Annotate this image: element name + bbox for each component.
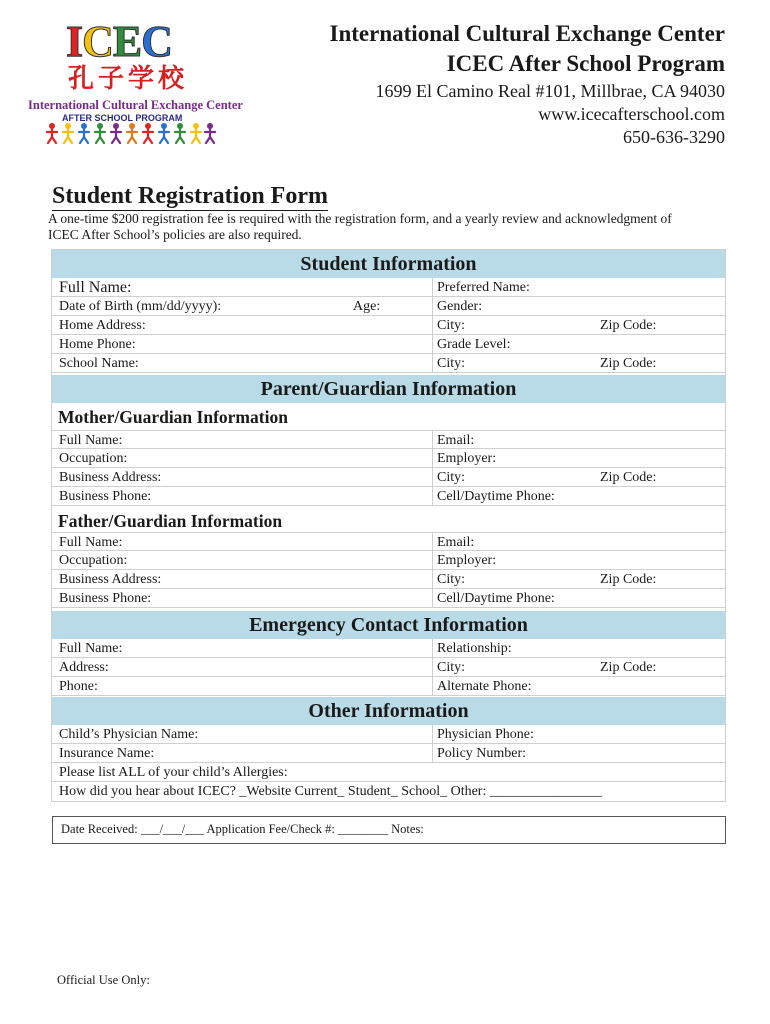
row-mother-phone	[52, 487, 725, 506]
row-referral	[52, 782, 725, 801]
field-home-address[interactable]: Home Address:	[59, 318, 146, 333]
logo-letter-e: E	[112, 17, 142, 66]
row-physician	[52, 725, 725, 744]
field-date-of-birth[interactable]: Date of Birth (mm/dd/yyyy):	[59, 299, 222, 314]
field-school-zip[interactable]: Zip Code:	[600, 356, 657, 371]
field-mother-business-address[interactable]: Business Address:	[59, 470, 162, 485]
field-mother-email[interactable]: Email:	[437, 433, 475, 448]
section-student-information: Student Information	[52, 250, 725, 278]
field-grade-level[interactable]: Grade Level:	[437, 337, 511, 352]
row-student-phone	[52, 335, 725, 354]
field-mother-zip[interactable]: Zip Code:	[600, 470, 657, 485]
row-allergies	[52, 763, 725, 782]
subsection-mother-guardian: Mother/Guardian Information	[58, 407, 288, 427]
field-how-did-you-hear[interactable]: How did you hear about ICEC? _Website Current_ Student_ School_ Other: ________________	[59, 784, 602, 799]
field-mother-occupation[interactable]: Occupation:	[59, 451, 128, 466]
header-phone: 650-636-3290	[623, 127, 725, 147]
field-home-zip[interactable]: Zip Code:	[600, 318, 657, 333]
field-emergency-full-name[interactable]: Full Name:	[59, 641, 123, 656]
field-emergency-phone[interactable]: Phone:	[59, 679, 98, 694]
section-parent-guardian: Parent/Guardian Information	[52, 375, 725, 403]
logo-chinese-text: 孔子学校	[68, 64, 189, 94]
field-father-business-phone[interactable]: Business Phone:	[59, 591, 152, 606]
subsection-father-guardian: Father/Guardian Information	[58, 511, 283, 531]
header-org-name: International Cultural Exchange Center	[329, 21, 725, 46]
field-father-cell-phone[interactable]: Cell/Daytime Phone:	[437, 591, 555, 606]
field-father-full-name[interactable]: Full Name:	[59, 535, 123, 550]
logo-wordmark	[66, 18, 172, 66]
row-student-school	[52, 354, 725, 373]
header-website: www.icecafterschool.com	[538, 104, 725, 124]
field-father-email[interactable]: Email:	[437, 535, 475, 550]
row-student-dob	[52, 297, 725, 316]
field-student-full-name[interactable]: Full Name:	[59, 279, 132, 296]
field-mother-city[interactable]: City:	[437, 470, 466, 485]
field-gender[interactable]: Gender:	[437, 299, 483, 314]
field-physician-phone[interactable]: Physician Phone:	[437, 727, 534, 742]
row-student-name	[52, 278, 725, 297]
header-program-name: ICEC After School Program	[446, 51, 725, 76]
field-mother-full-name[interactable]: Full Name:	[59, 433, 123, 448]
field-emergency-address[interactable]: Address:	[59, 660, 109, 675]
header-address: 1699 El Camino Real #101, Millbrae, CA 94030	[375, 81, 725, 101]
field-school-city[interactable]: City:	[437, 356, 466, 371]
field-mother-business-phone[interactable]: Business Phone:	[59, 489, 152, 504]
icec-logo	[28, 17, 243, 140]
field-father-occupation[interactable]: Occupation:	[59, 553, 128, 568]
logo-letter-c2: C	[141, 17, 173, 66]
field-mother-employer[interactable]: Employer:	[437, 451, 497, 466]
form-intro: A one-time $200 registration fee is required with the registration form, and a yearly review and acknowledgment of ICEC After School’s policies are also required.	[48, 211, 672, 242]
field-father-business-address[interactable]: Business Address:	[59, 572, 162, 587]
field-age[interactable]: Age:	[353, 299, 381, 314]
field-insurance-name[interactable]: Insurance Name:	[59, 746, 155, 761]
row-father-phone	[52, 589, 725, 608]
field-emergency-city[interactable]: City:	[437, 660, 466, 675]
row-student-address	[52, 316, 725, 335]
field-father-employer[interactable]: Employer:	[437, 553, 497, 568]
row-father-name	[52, 532, 725, 551]
logo-letter-i: I	[66, 17, 83, 66]
form-title: Student Registration Form	[52, 183, 328, 209]
row-mother-name	[52, 430, 725, 449]
section-emergency-contact: Emergency Contact Information	[52, 611, 725, 639]
row-emergency-name	[52, 639, 725, 658]
field-emergency-zip[interactable]: Zip Code:	[600, 660, 657, 675]
field-home-phone[interactable]: Home Phone:	[59, 337, 136, 352]
office-use-box	[52, 816, 726, 844]
section-other-information: Other Information	[52, 697, 725, 725]
field-preferred-name[interactable]: Preferred Name:	[437, 280, 530, 295]
logo-letter-c: C	[82, 17, 113, 66]
field-school-name[interactable]: School Name:	[59, 356, 139, 371]
row-father-business-address	[52, 570, 725, 589]
field-home-city[interactable]: City:	[437, 318, 466, 333]
official-use-only-label: Official Use Only:	[57, 973, 150, 987]
row-mother-occupation	[52, 449, 725, 468]
row-father-occupation	[52, 551, 725, 570]
logo-subtitle: International Cultural Exchange Center	[28, 98, 243, 112]
field-father-zip[interactable]: Zip Code:	[600, 572, 657, 587]
logo-subtitle-2: AFTER SCHOOL PROGRAM	[62, 113, 183, 123]
office-received-line[interactable]: Date Received: ___/___/___ Application Fee/Check #: ________ Notes:	[61, 822, 424, 836]
row-emergency-phone	[52, 677, 725, 696]
field-emergency-relationship[interactable]: Relationship:	[437, 641, 512, 656]
field-physician-name[interactable]: Child’s Physician Name:	[59, 727, 199, 742]
field-policy-number[interactable]: Policy Number:	[437, 746, 527, 761]
field-father-city[interactable]: City:	[437, 572, 466, 587]
row-insurance	[52, 744, 725, 763]
field-emergency-alternate-phone[interactable]: Alternate Phone:	[437, 679, 532, 694]
field-mother-cell-phone[interactable]: Cell/Daytime Phone:	[437, 489, 555, 504]
field-allergies[interactable]: Please list ALL of your child’s Allergies:	[59, 765, 288, 780]
row-mother-business-address	[52, 468, 725, 487]
row-emergency-address	[52, 658, 725, 677]
children-figures-icon	[46, 122, 216, 144]
